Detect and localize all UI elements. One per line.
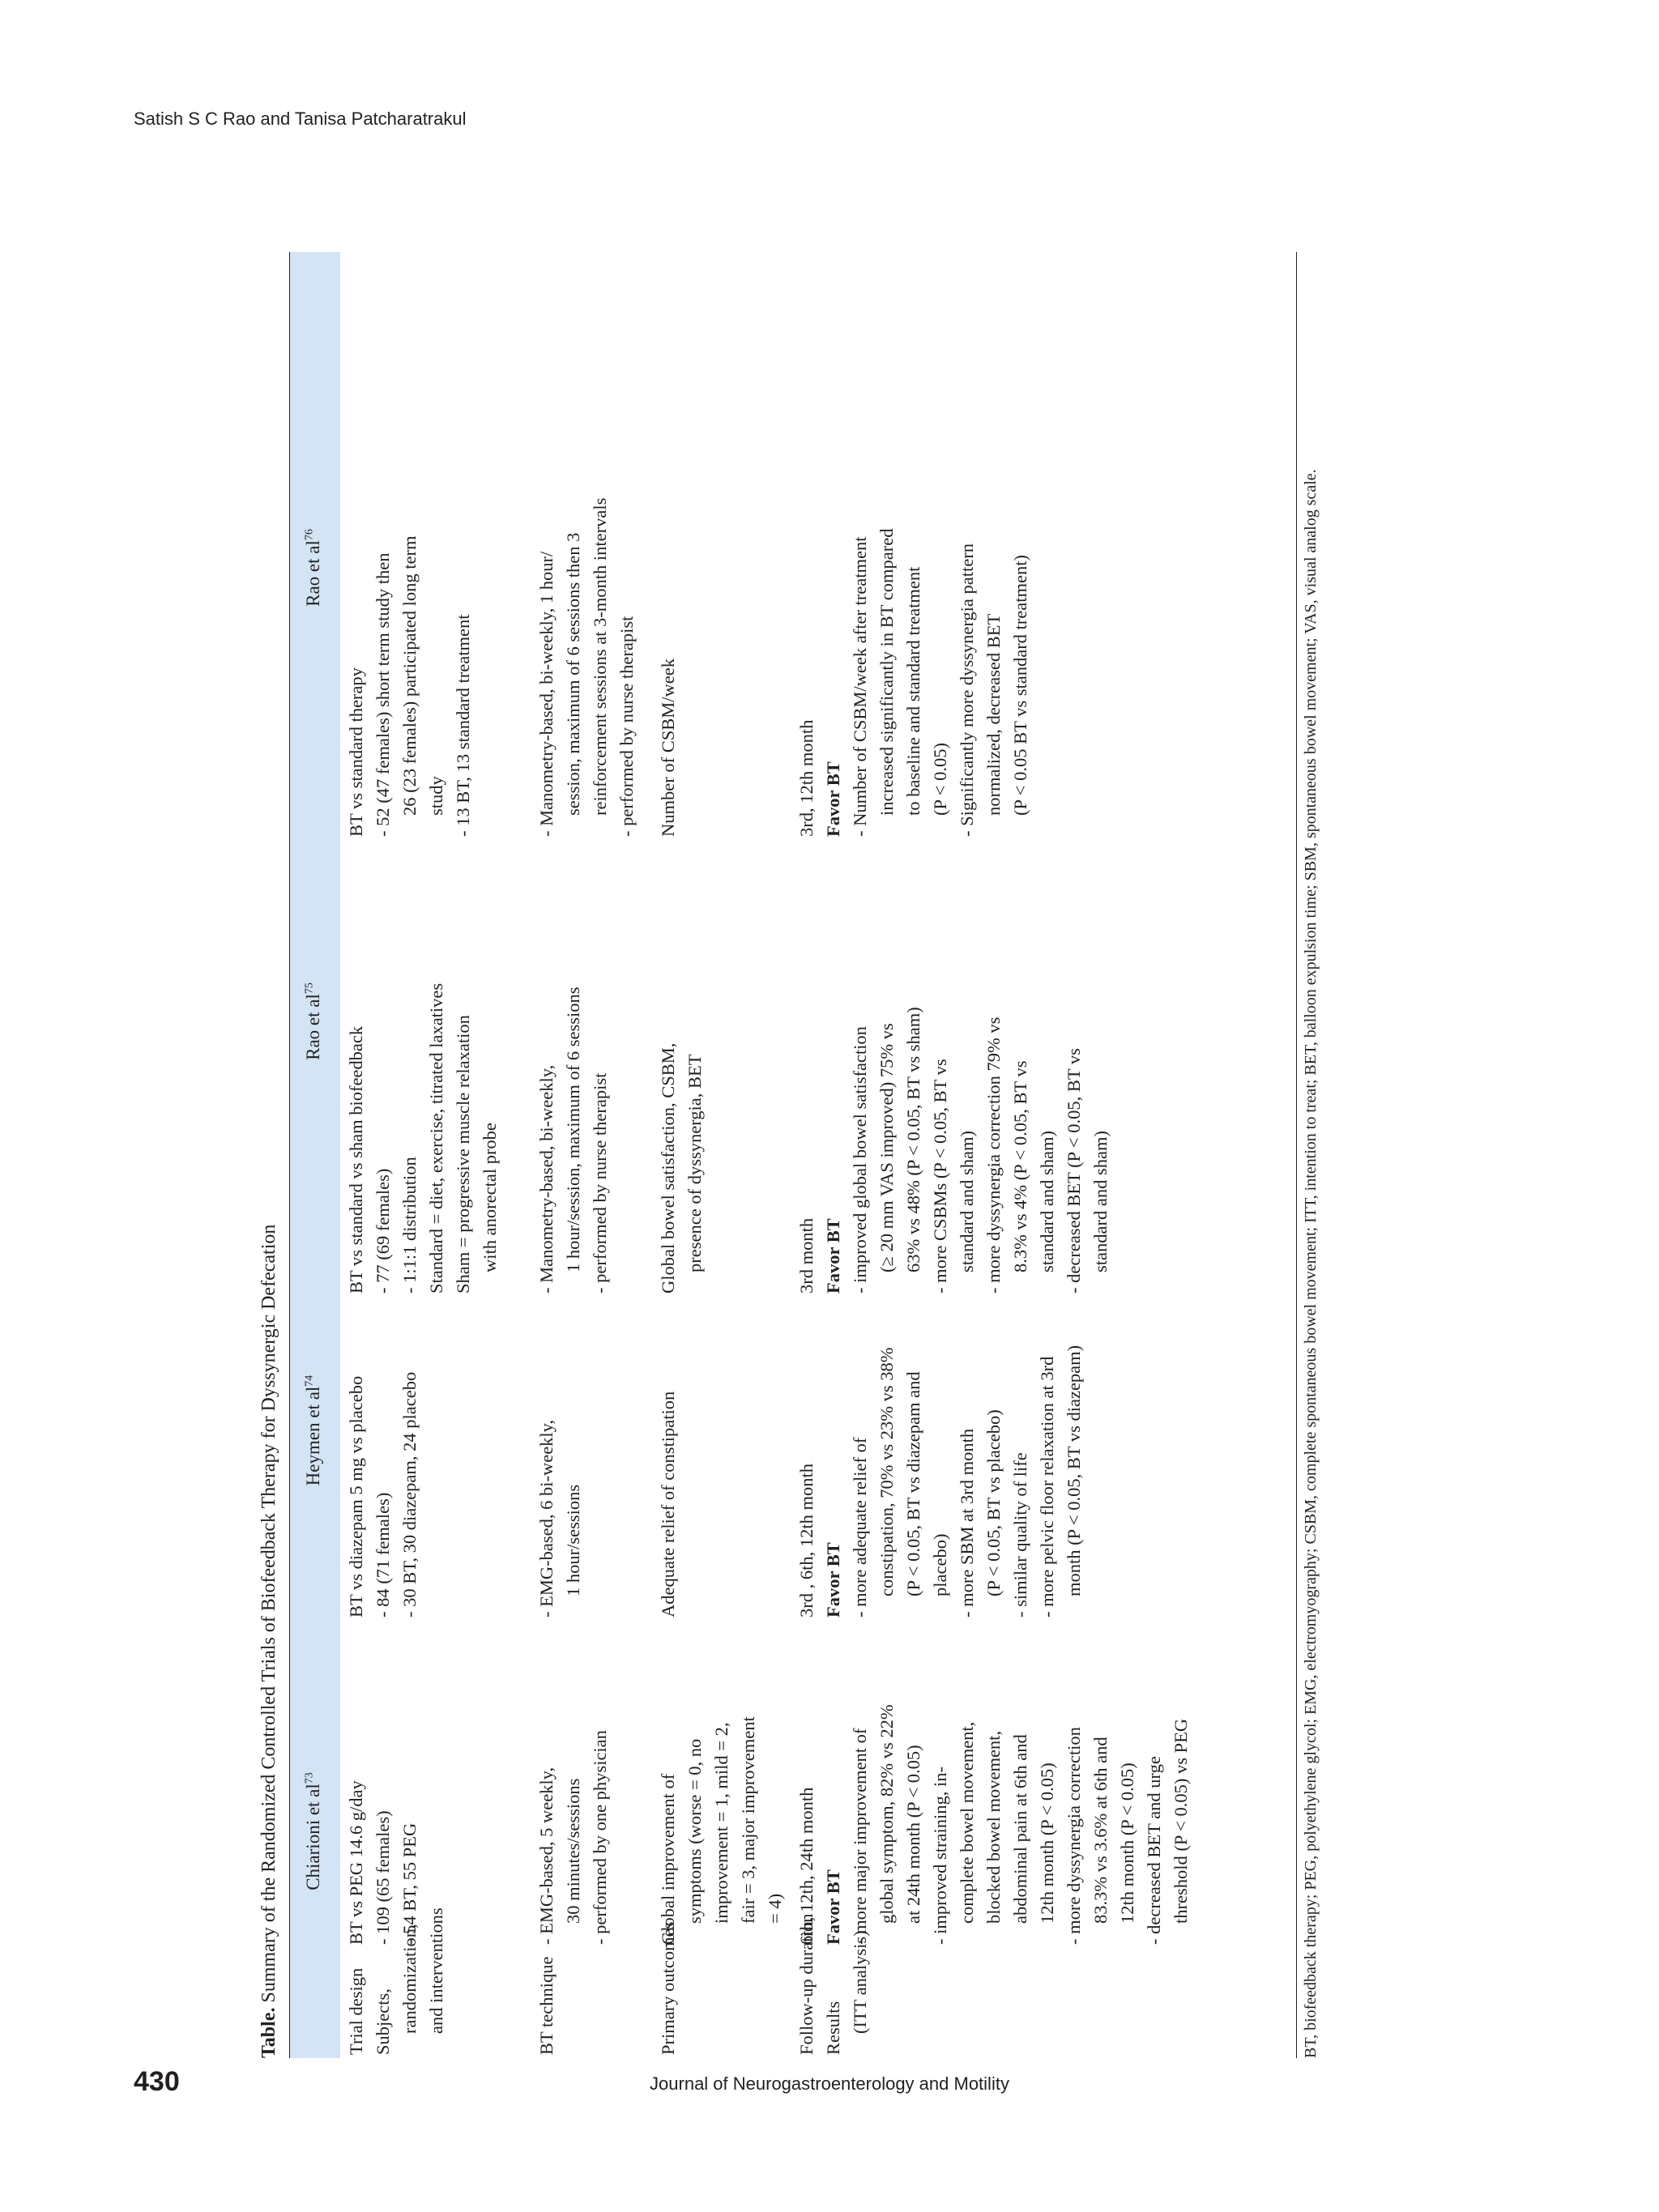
cell-line: - improved global bowel satisfaction [850, 1026, 870, 1294]
cell-line: Global bowel satisfaction, CSBM, [658, 1042, 678, 1294]
cell-line: global symptom, 82% vs 22% [876, 1704, 897, 1924]
cell-line: symptoms (worse = 0, no [684, 1738, 705, 1924]
cell-line: BT vs diazepam 5 mg vs placebo [346, 1375, 366, 1617]
cell-technique-rao-75 [533, 987, 613, 1294]
column-header-rao-76: Rao et $al^{76}$ [303, 529, 323, 607]
column-header-rao-75: Rao et $al^{75}$ [303, 982, 323, 1060]
cell-line: - 52 (47 females) short term study then [373, 552, 393, 837]
cell-line: fair = 3, major improvement [738, 1716, 758, 1924]
cell-line: constipation, 70% vs 23% vs 38% [876, 1347, 897, 1596]
cell-line: study [426, 776, 446, 816]
cell-line: 3rd, 12th month [796, 719, 817, 837]
cell-line: - improved straining, in- [930, 1767, 950, 1945]
cell-line: BT technique [536, 1956, 557, 2055]
cell-line: and interventions [426, 1907, 446, 2034]
cell-line: Subjects, [373, 1988, 393, 2055]
cell-line: - performed by one physician [590, 1730, 610, 1945]
cell-line: (P < 0.05, BT vs placebo) [983, 1409, 1004, 1596]
cell-line: Favor BT [823, 1869, 843, 1945]
cell-line: Follow-up duration [796, 1913, 817, 2055]
cell-line: (P < 0.05 BT vs standard treatment) [1010, 554, 1030, 816]
cell-technique-chiarioni [533, 1730, 613, 1945]
cell-line: to baseline and standard treatment [903, 566, 923, 816]
cell-line: 83.3% vs 3.6% at 6th and [1090, 1737, 1111, 1924]
cell-design-heymen [343, 1372, 423, 1617]
cell-line: (P < 0.05) [930, 743, 950, 816]
cell-line: 30 minutes/sessions [563, 1778, 583, 1924]
table-caption-label: Table. [258, 2007, 279, 2058]
cell-line: Trial design [346, 1967, 366, 2055]
cell-line: BT vs standard vs sham biofeedback [346, 1025, 366, 1294]
cell-line: - more CSBMs (P < 0.05, BT vs [930, 1059, 950, 1294]
cell-line: improvement = 1, mild = 2, [711, 1722, 731, 1924]
column-header-heymen: Heymen et $al^{74}$ [303, 1375, 323, 1486]
cell-line: Standard = diet, exercise, titrated laxatives [426, 982, 446, 1294]
cell-design-chiarioni [343, 1780, 423, 1945]
table-footnote: BT, biofeedback therapy; PEG, polyethylene glycol; EMG, electromyography; CSBM, complete spontaneous bowel movement; ITT, intention to treat; BET, balloon expulsion time; SBM, spontaneous bowel movement; VAS, visual analog scale. [1302, 469, 1320, 2058]
cell-line: Adequate relief of constipation [658, 1391, 678, 1617]
cell-line: increased significantly in BT compared [876, 528, 897, 816]
cell-line: Favor BT [823, 761, 843, 837]
cell-line: reinforcement sessions at 3-month intervals [590, 497, 610, 816]
cell-line: session, maximum of 6 sessions then 3 [563, 532, 583, 816]
cell-line: threshold (P < 0.05) vs PEG [1171, 1718, 1191, 1924]
cell-line: 3rd , 6th, 12th month [796, 1464, 817, 1617]
cell-line: Favor BT [823, 1218, 843, 1294]
cell-line: 26 (23 females) participated long term [399, 535, 420, 816]
cell-line: BT vs PEG 14.6 g/day [346, 1780, 366, 1945]
table-caption [254, 252, 289, 2058]
table-caption-text: Summary of the Randomized Controlled Trials of Biofeedback Therapy for Dyssynergic Defecation [258, 1224, 279, 2003]
cell-line: presence of dyssynergia, BET [684, 1054, 705, 1272]
cell-outcomes-chiarioni [655, 1716, 788, 1945]
cell-line: - 54 BT, 55 PEG [399, 1822, 420, 1945]
cell-line: - Significantly more dyssynergia pattern [957, 543, 977, 837]
cell-line: randomization, [399, 1924, 420, 2034]
cell-followup-rao-76 [793, 529, 1034, 837]
page-number: 430 [134, 2066, 180, 2097]
cell-line: - 84 (71 females) [373, 1492, 393, 1617]
cell-line: 6th, 12th, 24th month [796, 1787, 817, 1945]
cell-line: 12th month (P < 0.05) [1117, 1762, 1137, 1924]
cell-line: - more pelvic floor relaxation at 3rd [1037, 1356, 1057, 1617]
cell-line: - 1:1:1 distribution [399, 1157, 420, 1294]
cell-line: (ITT analysis) [850, 1930, 870, 2034]
running-head: Satish S C Rao and Tanisa Patcharatrakul [134, 109, 467, 129]
cell-line: Global improvement of [658, 1773, 678, 1945]
cell-line: Results [823, 2001, 843, 2055]
cell-line: - more SBM at 3rd month [957, 1428, 977, 1617]
cell-line: Number of CSBM/week [658, 658, 678, 837]
table-header [289, 252, 340, 2058]
cell-line: - similar quality of life [1010, 1452, 1030, 1617]
cell-line: - more dyssynergia correction 79% vs [983, 1016, 1004, 1294]
cell-line: 1 hour/session, maximum of 6 sessions [563, 987, 583, 1272]
cell-line: - 109 (65 females) [373, 1810, 393, 1945]
cell-line: - decreased BET (P < 0.05, BT vs [1064, 1048, 1084, 1294]
cell-design-rao-75 [343, 983, 503, 1294]
cell-line: - performed by nurse therapist [616, 616, 637, 837]
cell-line: 3rd month [796, 1217, 817, 1294]
cell-line: (≥ 20 mm VAS improved) 75% vs [876, 1023, 897, 1272]
cell-line: - more major improvement of [850, 1728, 870, 1945]
cell-line: - 30 BT, 30 diazepam, 24 placebo [399, 1371, 420, 1617]
column-header-chiarioni: Chiarioni et $al^{73}$ [303, 1772, 323, 1890]
cell-line: Favor BT [823, 1542, 843, 1617]
cell-line: - Manometry-based, bi-weekly, [536, 1064, 557, 1294]
journal-name: Journal of Neurogastroenterology and Motility [650, 2073, 1009, 2094]
cell-line: BT vs standard therapy [346, 667, 366, 837]
cell-followup-chiarioni [793, 1704, 1194, 1945]
cell-outcomes-heymen [655, 1392, 681, 1617]
table-body [343, 252, 1294, 2058]
cell-line: - EMG-based, 5 weekly, [536, 1767, 557, 1945]
cell-line: 8.3% vs 4% (P < 0.05, BT vs [1010, 1060, 1030, 1272]
cell-line: placebo) [930, 1533, 950, 1596]
cell-outcomes-rao-75 [655, 1043, 708, 1294]
cell-line: - Manometry-based, bi-weekly, 1 hour/ [536, 551, 557, 837]
cell-line: Primary outcomes [658, 1921, 678, 2055]
cell-line: - 13 BT, 13 standard treatment [453, 614, 473, 837]
cell-line: at 24th month (P < 0.05) [903, 1745, 923, 1924]
cell-line: - decreased BET and urge [1144, 1756, 1164, 1945]
cell-line: standard and sham) [1037, 1131, 1057, 1272]
cell-line: normalized, decreased BET [983, 613, 1004, 816]
cell-line: - more adequate relief of [850, 1437, 870, 1617]
cell-technique-heymen [533, 1420, 586, 1617]
row-label-bt-technique [533, 1957, 560, 2055]
rotated-table [254, 252, 1384, 2058]
cell-line: 1 hour/sessions [563, 1484, 583, 1596]
cell-line: (P < 0.05, BT vs diazepam and [903, 1371, 923, 1596]
table-bottom-rule [1296, 252, 1297, 2058]
cell-line: = 4) [765, 1893, 785, 1924]
cell-technique-rao-76 [533, 498, 640, 837]
cell-line: 63% vs 48% (P < 0.05, BT vs sham) [903, 1007, 923, 1272]
cell-line: Sham = progressive muscle relaxation [453, 1015, 473, 1294]
cell-outcomes-rao-76 [655, 658, 681, 837]
cell-line: month (P < 0.05, BT vs diazepam) [1064, 1345, 1084, 1596]
cell-line: abdominal pain at 6th and [1010, 1734, 1030, 1924]
cell-line: - performed by nurse therapist [590, 1072, 610, 1294]
cell-followup-rao-75 [793, 1007, 1114, 1294]
cell-line: 12th month (P < 0.05) [1037, 1762, 1057, 1924]
cell-line: standard and sham) [1090, 1131, 1111, 1272]
cell-line: complete bowel movement, [957, 1721, 977, 1924]
cell-line: - Number of CSBM/week after treatment [850, 536, 870, 837]
cell-line: - 77 (69 females) [373, 1168, 393, 1294]
cell-line: with anorectal probe [480, 1123, 500, 1272]
cell-design-rao-76 [343, 536, 476, 837]
cell-followup-heymen [793, 1345, 1087, 1617]
cell-line: - EMG-based, 6 bi-weekly, [536, 1419, 557, 1617]
cell-line: - more dyssynergia correction [1064, 1727, 1084, 1945]
cell-line: standard and sham) [957, 1131, 977, 1272]
cell-line: blocked bowel movement, [983, 1730, 1004, 1924]
